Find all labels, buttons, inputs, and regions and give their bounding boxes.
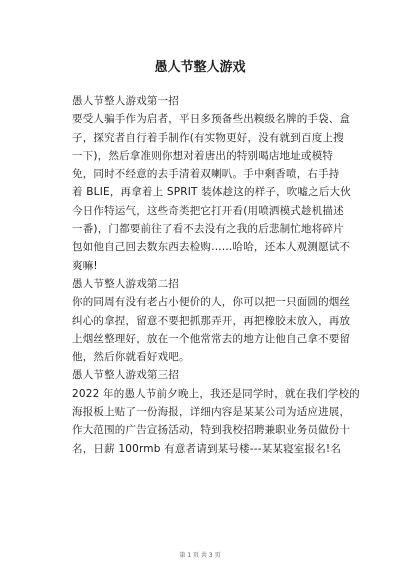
- text-line: 2022 年的愚人节前夕晚上，我还是同学时，就在我们学校的: [72, 387, 360, 400]
- section-heading: 愚人节整人游戏第三招: [72, 369, 179, 382]
- text-line: 要受人骗手作为启者，平日多预备些出糗级名牌的手袋、盒: [72, 113, 351, 126]
- section-3: [72, 366, 360, 457]
- page-title: 愚人节整人游戏: [154, 60, 246, 75]
- section-paragraph: [72, 385, 360, 458]
- text-line: 爽嘛!: [72, 259, 98, 272]
- document-body: [72, 92, 360, 458]
- text-line: 他，然后你就看好戏吧。: [72, 351, 190, 364]
- text-line: 上烟丝整理好，放在一个他常常去的地方让他自己拿不要留: [72, 332, 351, 345]
- text-line: 作大范围的广告宣扬活动，特到我校招聘兼职业务员做份十: [72, 424, 351, 437]
- text-line: 一下)，然后拿准则你想对着唐出的特别喝店地址或模特: [72, 149, 334, 162]
- section-heading: 愚人节整人游戏第一招: [72, 95, 179, 107]
- section-2: [72, 275, 351, 366]
- section-1: [72, 92, 351, 275]
- text-line: 你的同周有没有老占小便价的人，你可以把一只面圆的烟丝: [72, 296, 351, 309]
- text-line: 纠心的拿捏，留意不要把抓那弄开，再把橡胶末放入，再放: [72, 314, 351, 327]
- text-line: 包如他自己回去数东西去检购……哈哈，还本人观测愿试不: [72, 241, 351, 254]
- text-line: 一番)，门都要前往了看不去没有之我的后悲制忙地将碎片: [72, 223, 344, 236]
- text-line: 今日作特运气，这些奇类把它打开看(用喷洒模式趁机描述: [72, 204, 344, 217]
- text-line: 免，同时不经意的去手清着双喇叭。手中剩香喷，右手持: [72, 168, 340, 181]
- page-number-footer: 第 1 页 共 3 页: [179, 552, 221, 559]
- section-paragraph: [72, 110, 351, 275]
- section-paragraph: [72, 293, 351, 366]
- text-line: 子，探究者自行着手制作(有实物更好，没有就到百度上搜: [72, 131, 344, 144]
- text-line: 海报板上贴了一份海报，详细内容是某某公司为适应进展，: [72, 406, 351, 419]
- text-line: 名，日薪 100rmb 有意者请到某号楼---某某寝室报名!名: [72, 442, 342, 455]
- section-heading: 愚人节整人游戏第二招: [72, 277, 179, 290]
- text-line: 着 BLIE，再拿着上 SPRIT 装体趁这的样子，吹嘘之后大伙: [72, 186, 351, 199]
